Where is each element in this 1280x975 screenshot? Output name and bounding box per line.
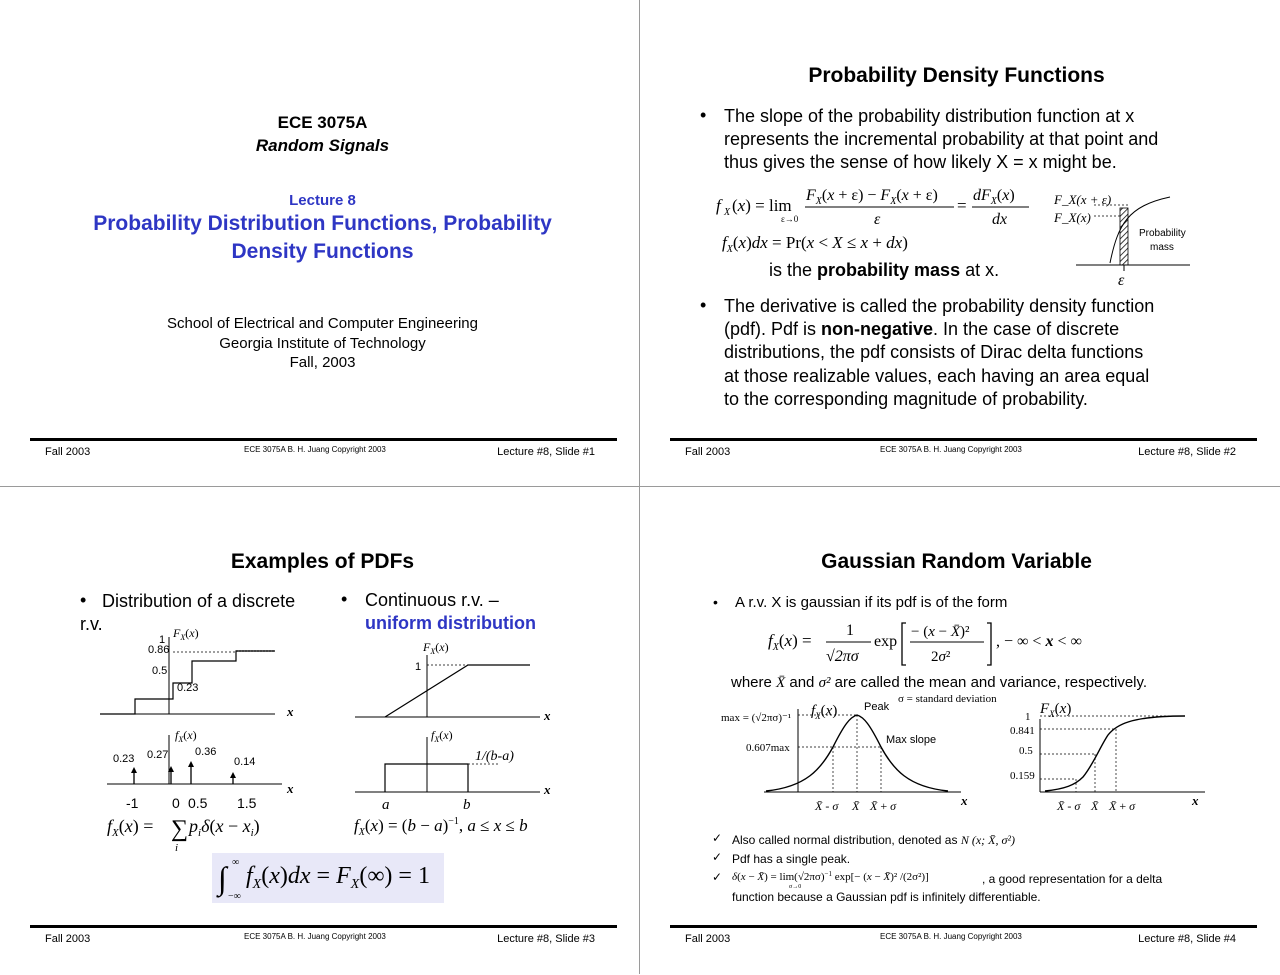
svg-text:√2πσ: √2πσ [826,648,859,665]
pmf-label-3: 0.36 [195,746,217,758]
svg-text:fX(x)dx = Pr(x < X ≤ x + dx): $f_X(x)dx = Pr(x < X \le x + dx)$ [722,233,908,255]
mean-symbol: X̄ [776,675,786,691]
tick-minus1: -1 [126,795,139,811]
bullet-dot: • [341,589,348,609]
slide-number: Lecture #8, Slide #4 [1138,933,1236,945]
institute-name: Georgia Institute of Technology [219,335,426,352]
slide-title: Examples of PDFs [230,550,415,573]
delta-limit-formula [730,867,980,889]
x-axis-label: x [1192,793,1199,808]
cdf-label-05: 0.5 [152,665,168,677]
footer-copyright: ECE 3075A B. H. Juang Copyright 2003 [880,445,1022,454]
where-post: are called the mean and variance, respectively. [834,674,1148,691]
tick-05: 0.5 [188,795,208,811]
max-slope-label: Max slope [886,734,937,746]
course-code: ECE 3075A [277,113,368,132]
bullet-dot: • [80,590,87,610]
school-name: School of Electrical and Computer Engineering [166,315,478,332]
x-axis-label: x [961,793,968,808]
svg-text:fX(x): $f_X(x)$ [811,703,838,721]
mass-sentence [769,259,999,282]
cdf-tick-1: 1 [1025,711,1031,723]
svg-text:2σ²: 2σ² [931,649,951,665]
bullet-dot: • [700,105,707,125]
bullet2-line4: at those realizable values, each having an area equal [724,366,1150,386]
probability-mass-figure [1050,184,1200,289]
svg-text:exp: exp [874,633,898,650]
cdf-tick-05: 0.5 [1019,745,1033,757]
cdf-tick-0841: 0.841 [1010,725,1035,737]
cdf-tick-0159: 0.159 [1010,770,1035,782]
uniform-a: a [382,797,390,812]
svg-text:∞: ∞ [232,857,240,868]
where-and: and [789,674,815,691]
svg-text:−∞: −∞ [228,891,241,902]
course-subtitle: Random Signals [255,136,390,155]
lecture-title-line2: Density Functions [231,240,414,263]
bullet2-line1: The derivative is called the probability density function [724,296,1155,316]
x-axis-label: x [544,708,551,723]
bullet1-line3: thus gives the sense of how likely X = x might be. [724,152,1117,172]
left-bullet-line2: r.v. [80,614,103,634]
left-bullet-line1: Distribution of a discrete [102,591,296,611]
footer-term: Fall 2003 [45,446,91,458]
footer-term: Fall 2003 [45,933,91,945]
svg-text:X̄: X̄ [852,799,860,813]
b2-l2c: . In the case of discrete [933,319,1120,339]
b2-l2b: non-negative [821,319,934,339]
discrete-cdf-plot [95,622,305,722]
bullet2-line3: distributions, the pdf consists of Dirac delta functions [724,342,1144,362]
pdf-0607-label: 0.607max [746,742,790,754]
x-axis-label: x [287,781,294,796]
mass-post: at x. [960,260,1000,280]
svg-text:FX(x): $F_X(x)$ [1040,701,1072,719]
gaussian-pdf-plot [716,697,976,817]
footer-term: Fall 2003 [685,933,731,945]
svg-text:fX(x) = (b − a)−1, a ≤ x ≤ b: $f_X(x) = (b - a)^{-1}$, a ≤ x ≤ b [354,816,528,838]
uniform-one: 1 [415,661,422,673]
check3-text-a: , a good representation for a delta [982,872,1163,886]
lecture-number: Lecture 8 [289,192,356,209]
svg-text:FX(x): $F_X(x)$ [423,640,449,656]
peak-label: Peak [864,701,890,713]
label-fx: F_X(x) [1054,210,1091,225]
footer-rule [30,925,617,928]
svg-text:X̄ - σ: X̄ - σ [815,799,839,813]
density-equation [714,180,1034,258]
svg-text:FX(x + ε) − FX(x + ε): $F_X(x + \varepsilon) - F_X(x + \varepsilon)$ [806,187,938,207]
bullet1-line1: The slope of the probability distribution function at x [724,106,1135,126]
svg-text:i: i [175,842,179,854]
slide-number: Lecture #8, Slide #2 [1138,446,1236,458]
x-axis-label: x [544,782,551,797]
svg-text:FX(x): $F_X(x)$ [173,626,199,642]
footer-copyright: ECE 3075A B. H. Juang Copyright 2003 [244,932,386,941]
footer-rule [670,925,1257,928]
variance-symbol: σ² [818,675,831,691]
bullet2-line5: to the corresponding magnitude of probability. [724,389,1088,409]
footer-copyright: ECE 3075A B. H. Juang Copyright 2003 [244,445,386,454]
term: Fall, 2003 [289,354,356,371]
slide-3 [0,487,640,974]
label-epsilon: ε [1118,272,1125,289]
uniform-pdf-plot [355,727,555,812]
discrete-pdf-formula [105,814,305,856]
footer-copyright: ECE 3075A B. H. Juang Copyright 2003 [880,932,1022,941]
uniform-b: b [463,797,471,812]
gaussian-intro: A r.v. X is gaussian if its pdf is of the form [735,594,1008,611]
pmf-label-2: 0.27 [147,749,169,761]
pmf-label-1: 0.23 [113,753,135,765]
uniform-cdf-plot [355,637,555,727]
check-icon: ✓ [712,870,723,884]
bullet1-line2: represents the incremental probability at that point and [724,129,1159,149]
cdf-label-1: 1 [159,634,166,646]
svg-text:X̄: X̄ [1091,799,1099,813]
pdf-integral-formula [212,853,444,903]
slide-2 [640,0,1280,487]
uniform-pdf-formula [352,813,562,843]
check1-text [732,833,1015,848]
pdf-max-label: max = (√2πσ)⁻¹ [721,712,792,724]
svg-text:dx: dx [992,211,1008,228]
check-icon: ✓ [712,831,723,845]
b2-l2a: (pdf). Pdf is [724,319,822,339]
gaussian-cdf-plot [995,697,1215,817]
check2-text: Pdf has a single peak. [732,852,851,866]
right-bullet-line2: uniform distribution [365,613,536,633]
svg-text:X̄ - σ: X̄ - σ [1057,799,1081,813]
slide-title: Probability Density Functions [808,64,1105,87]
x-axis-label: x [287,704,294,719]
label-mass: mass [1150,242,1174,253]
bullet-dot: • [713,594,718,610]
where-line [731,674,1147,692]
bullet2-line2 [724,318,1119,341]
svg-text:X̄ + σ: X̄ + σ [1109,799,1136,813]
slide-4 [640,487,1280,974]
footer-term: Fall 2003 [685,446,731,458]
uniform-height: 1/(b-a) [475,749,514,764]
svg-text:ε: ε [874,211,881,228]
mass-bold: probability mass [817,260,961,280]
svg-text:, − ∞ < x < ∞: , − ∞ < x < ∞ [996,633,1082,650]
check-icon: ✓ [712,850,723,864]
slide-number: Lecture #8, Slide #3 [497,933,595,945]
svg-text:X̄ + σ: X̄ + σ [870,799,897,813]
slide-number: Lecture #8, Slide #1 [497,446,595,458]
where-pre: where [731,674,772,691]
bullet-dot: • [700,295,707,315]
svg-text:fX(x): $f_X(x)$ [431,728,453,744]
tick-0: 0 [172,795,180,811]
check3-text-b: function because a Gaussian pdf is infinitely differentiable. [732,890,1041,904]
slide-title: Gaussian Random Variable [821,550,1092,573]
svg-text:=: = [957,196,967,215]
right-bullet-line1: Continuous r.v. – [365,590,499,610]
svg-text:fX(x) =: $f_X(x)$ = [768,631,812,653]
cdf-label-023: 0.23 [177,682,199,694]
svg-text:f: f [716,196,721,215]
label-probability: Probability [1139,228,1186,239]
lecture-title-line1: Probability Distribution Functions, Probability [93,212,552,235]
svg-text:∑: ∑ [171,816,189,842]
svg-text:dFX(x): $dF_X(x)$ [973,187,1015,207]
mass-pre: is the [769,260,818,280]
svg-text:− (x − X̄)²: − (x − X̄)² [911,624,970,640]
tick-15: 1.5 [237,795,257,811]
svg-text:σ→0: σ→0 [789,884,802,889]
svg-text:piδ(x − xi): $p_i\delta(x - x_i)$ [189,816,260,839]
normal-notation: N (x; X̄, σ²) [960,833,1015,847]
svg-text:δ(x − X̄) = lim(√2πσ)−1 exp[−: δ(x − X̄) = $\lim(√2\pi\sigma)^{-1}$ exp[− (x − X̄)² /(2σ²)] [732,870,929,883]
svg-text:(x) = lim: (x) = lim [732,196,792,215]
svg-text:fX(x) =: $f_X(x)$ = [107,816,154,839]
svg-text:∫: ∫ [218,860,227,896]
svg-text:ε→0: ε→0 [781,214,799,224]
sigma-note: σ = standard deviation [898,693,997,705]
svg-text:1: 1 [846,622,854,639]
svg-text:fX(x)dx = FX(∞) = 1: $f_X(x)dx = F_X(\infty) = 1$ [246,863,430,892]
cdf-label-086: 0.86 [148,644,170,656]
pmf-label-4: 0.14 [234,756,256,768]
gaussian-pdf-formula [766,617,1106,671]
check1-label: Also called normal distribution, denoted as [732,833,958,847]
svg-text:X: X [724,207,731,218]
footer-rule [670,438,1257,441]
svg-text:fX(x): $f_X(x)$ [175,728,197,744]
slide-1 [0,0,640,487]
label-fx-plus-eps: F_X(x + ε) [1054,192,1112,207]
footer-rule [30,438,617,441]
